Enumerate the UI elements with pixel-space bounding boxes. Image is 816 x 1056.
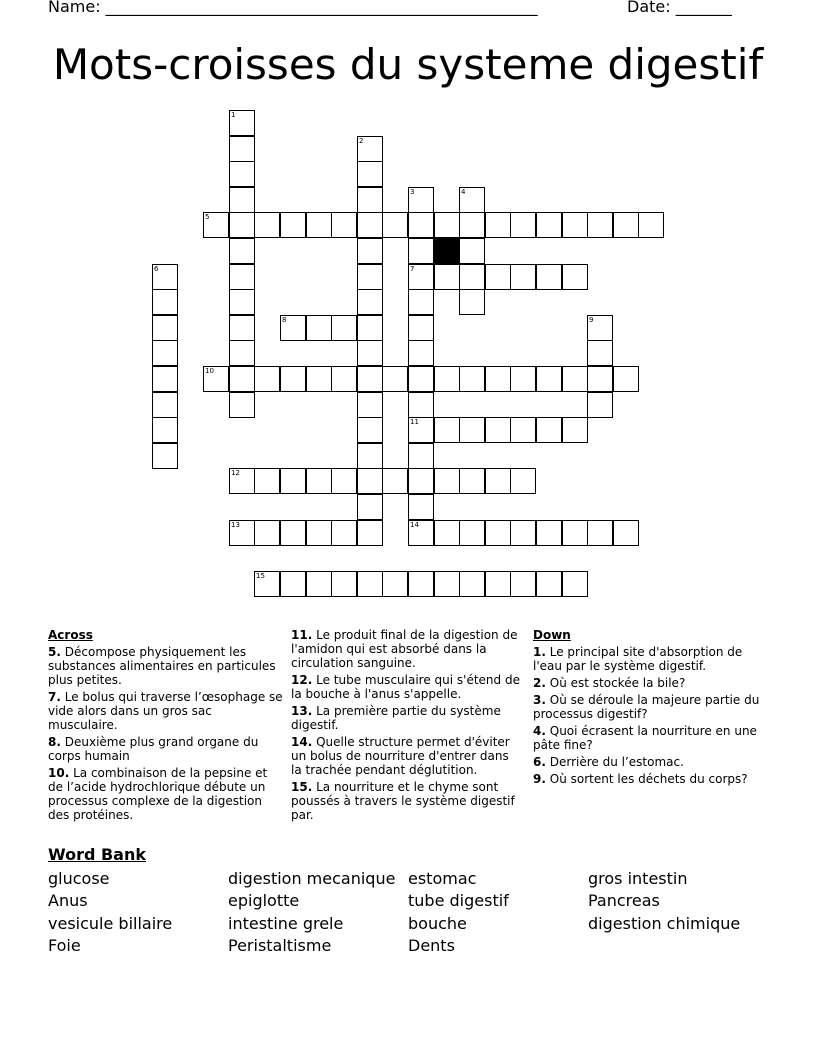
crossword-cell[interactable] [357, 392, 383, 418]
crossword-cell[interactable] [229, 212, 255, 238]
word-bank-item: estomac [408, 869, 477, 888]
crossword-cell[interactable] [536, 417, 562, 443]
clue-number: 11 [410, 418, 419, 426]
crossword-cell[interactable] [280, 315, 306, 341]
crossword-cell[interactable] [408, 392, 434, 418]
crossword-cell[interactable] [152, 366, 178, 392]
crossword-cell[interactable] [331, 571, 357, 597]
clue-number: 10 [205, 367, 214, 375]
crossword-cell[interactable] [357, 520, 383, 546]
crossword-cell[interactable] [254, 571, 280, 597]
crossword-cell[interactable] [152, 417, 178, 443]
clue-down: 1. Le principal site d'absorption de l'eau par le système digestif. [533, 645, 743, 673]
crossword-cell[interactable] [562, 366, 588, 392]
crossword-cell[interactable] [203, 366, 229, 392]
crossword-cell[interactable] [638, 212, 664, 238]
crossword-cell[interactable] [306, 212, 332, 238]
crossword-cell[interactable] [382, 571, 408, 597]
word-bank-item: gros intestin [588, 869, 688, 888]
crossword-cell[interactable] [229, 136, 255, 162]
crossword-cell[interactable] [229, 468, 255, 494]
crossword-cell[interactable] [357, 340, 383, 366]
clue-down: 2. Où est stockée la bile? [533, 676, 686, 690]
word-bank-title: Word Bank [48, 845, 147, 864]
word-bank-item: Anus [48, 891, 88, 910]
crossword-cell[interactable] [306, 520, 332, 546]
crossword-cell[interactable] [331, 315, 357, 341]
crossword-cell[interactable] [510, 468, 536, 494]
crossword-cell[interactable] [485, 366, 511, 392]
clue-number: 1 [231, 111, 236, 119]
crossword-cell[interactable] [229, 110, 255, 136]
word-bank-item: digestion chimique [588, 914, 741, 933]
crossword-cell[interactable] [254, 366, 280, 392]
crossword-cell[interactable] [562, 264, 588, 290]
crossword-cell[interactable] [485, 264, 511, 290]
page-title: Mots-croisses du systeme digestif [52, 40, 764, 89]
crossword-cell[interactable] [357, 468, 383, 494]
crossword-cell[interactable] [357, 212, 383, 238]
crossword-cell[interactable] [459, 187, 485, 213]
crossword-cell[interactable] [459, 468, 485, 494]
name-field-label: Name: ______________________________________________________ [48, 0, 538, 16]
crossword-cell[interactable] [408, 238, 434, 264]
crossword-cell[interactable] [510, 417, 536, 443]
crossword-cell[interactable] [357, 161, 383, 187]
crossword-cell[interactable] [408, 340, 434, 366]
crossword-cell[interactable] [587, 520, 613, 546]
clue-number: 12 [231, 469, 240, 477]
word-bank-item: bouche [408, 914, 467, 933]
crossword-cell[interactable] [357, 136, 383, 162]
crossword-cell[interactable] [382, 212, 408, 238]
crossword-cell[interactable] [152, 264, 178, 290]
crossword-cell[interactable] [331, 212, 357, 238]
crossword-cell[interactable] [382, 468, 408, 494]
crossword-cell[interactable] [382, 366, 408, 392]
crossword-cell[interactable] [485, 212, 511, 238]
crossword-cell[interactable] [280, 520, 306, 546]
crossword-cell[interactable] [459, 289, 485, 315]
crossword-cell[interactable] [562, 520, 588, 546]
crossword-cell[interactable] [331, 468, 357, 494]
crossword-cell[interactable] [254, 468, 280, 494]
crossword-cell[interactable] [306, 571, 332, 597]
crossword-cell[interactable] [229, 340, 255, 366]
crossword-cell[interactable] [331, 366, 357, 392]
crossword-cell[interactable] [408, 443, 434, 469]
clue-down: 3. Où se déroule la majeure partie du processus digestif? [533, 693, 760, 721]
crossword-cell[interactable] [280, 468, 306, 494]
crossword-cell[interactable] [357, 443, 383, 469]
crossword-cell[interactable] [229, 289, 255, 315]
word-bank-item: vesicule billaire [48, 914, 173, 933]
crossword-cell[interactable] [587, 340, 613, 366]
crossword-cell[interactable] [510, 520, 536, 546]
crossword-cell[interactable] [280, 366, 306, 392]
crossword-cell[interactable] [434, 212, 460, 238]
crossword-cell[interactable] [613, 520, 639, 546]
word-bank-item: digestion mecanique [228, 869, 396, 888]
crossword-cell[interactable] [459, 417, 485, 443]
crossword-cell[interactable] [408, 289, 434, 315]
across-clues-column-1 [48, 628, 284, 825]
crossword-cell[interactable] [229, 264, 255, 290]
crossword-cell[interactable] [357, 238, 383, 264]
crossword-cell[interactable] [587, 315, 613, 341]
clue-across: 10. La combinaison de la pepsine et de l’acide hydrochlorique débute un processus complexe de la digestion des protéines. [48, 766, 268, 822]
crossword-cell[interactable] [152, 289, 178, 315]
clue-across: 15. La nourriture et le chyme sont poussés à travers le système digestif par. [291, 780, 515, 822]
crossword-cell[interactable] [306, 366, 332, 392]
word-bank-item: glucose [48, 869, 110, 888]
crossword-cell[interactable] [536, 212, 562, 238]
crossword-cell[interactable] [510, 212, 536, 238]
crossword-cell[interactable] [459, 238, 485, 264]
crossword-cell[interactable] [357, 187, 383, 213]
date-field-label: Date: _______ [627, 0, 732, 16]
crossword-cell[interactable] [254, 212, 280, 238]
clue-number: 8 [282, 316, 287, 324]
clue-across: 13. La première partie du système digestif. [291, 704, 501, 732]
crossword-cell[interactable] [459, 520, 485, 546]
crossword-cell[interactable] [613, 366, 639, 392]
crossword-block-cell [434, 238, 460, 264]
word-bank-item: Dents [408, 936, 455, 955]
crossword-cell[interactable] [485, 520, 511, 546]
crossword-cell[interactable] [152, 315, 178, 341]
crossword-cell[interactable] [408, 494, 434, 520]
down-clues-column [533, 628, 769, 789]
clue-number: 6 [154, 265, 159, 273]
clue-across: 12. Le tube musculaire qui s'étend de la bouche à l'anus s'appelle. [291, 673, 520, 701]
crossword-cell[interactable] [408, 468, 434, 494]
crossword-cell[interactable] [229, 315, 255, 341]
crossword-cell[interactable] [510, 264, 536, 290]
crossword-cell[interactable] [536, 264, 562, 290]
crossword-cell[interactable] [408, 571, 434, 597]
crossword-cell[interactable] [357, 494, 383, 520]
across-clues-column-2 [291, 628, 521, 825]
clue-number: 15 [256, 572, 265, 580]
crossword-cell[interactable] [587, 392, 613, 418]
crossword-cell[interactable] [510, 571, 536, 597]
clue-down: 9. Où sortent les déchets du corps? [533, 772, 748, 786]
crossword-cell[interactable] [434, 468, 460, 494]
word-bank-item: Peristaltisme [228, 936, 332, 955]
down-heading: Down [533, 628, 571, 642]
crossword-cell[interactable] [152, 443, 178, 469]
crossword-cell[interactable] [152, 340, 178, 366]
crossword-cell[interactable] [152, 392, 178, 418]
clue-across: 8. Deuxième plus grand organe du corps humain [48, 735, 259, 763]
word-bank-item: intestine grele [228, 914, 344, 933]
crossword-cell[interactable] [485, 571, 511, 597]
clue-number: 5 [205, 213, 210, 221]
crossword-cell[interactable] [587, 366, 613, 392]
word-bank-item: Foie [48, 936, 81, 955]
crossword-cell[interactable] [357, 264, 383, 290]
clue-number: 7 [410, 265, 415, 273]
crossword-cell[interactable] [357, 571, 383, 597]
crossword-cell[interactable] [434, 520, 460, 546]
crossword-cell[interactable] [408, 417, 434, 443]
crossword-cell[interactable] [510, 366, 536, 392]
crossword-cell[interactable] [306, 315, 332, 341]
crossword-cell[interactable] [357, 366, 383, 392]
crossword-cell[interactable] [434, 264, 460, 290]
crossword-cell[interactable] [587, 212, 613, 238]
crossword-cell[interactable] [408, 187, 434, 213]
clue-down: 6. Derrière du l’estomac. [533, 755, 684, 769]
crossword-cell[interactable] [254, 520, 280, 546]
clue-across: 11. Le produit final de la digestion de l'amidon qui est absorbé dans la circulation sanguine. [291, 628, 518, 670]
crossword-cell[interactable] [203, 212, 229, 238]
crossword-cell[interactable] [280, 571, 306, 597]
crossword-cell[interactable] [357, 417, 383, 443]
crossword-cell[interactable] [229, 520, 255, 546]
crossword-cell[interactable] [485, 417, 511, 443]
crossword-cell[interactable] [408, 520, 434, 546]
word-bank-item: epiglotte [228, 891, 300, 910]
crossword-cell[interactable] [408, 212, 434, 238]
crossword-cell[interactable] [408, 264, 434, 290]
clue-down: 4. Quoi écrasent la nourriture en une pâte fine? [533, 724, 757, 752]
clue-number: 3 [410, 188, 415, 196]
clue-number: 4 [461, 188, 466, 196]
crossword-cell[interactable] [408, 315, 434, 341]
word-bank-item: tube digestif [408, 891, 509, 910]
crossword-cell[interactable] [306, 468, 332, 494]
crossword-cell[interactable] [562, 417, 588, 443]
crossword-cell[interactable] [536, 571, 562, 597]
crossword-cell[interactable] [536, 520, 562, 546]
crossword-cell[interactable] [357, 315, 383, 341]
crossword-cell[interactable] [229, 366, 255, 392]
crossword-cell[interactable] [459, 212, 485, 238]
crossword-cell[interactable] [613, 212, 639, 238]
crossword-cell[interactable] [459, 366, 485, 392]
crossword-cell[interactable] [562, 212, 588, 238]
crossword-cell[interactable] [229, 392, 255, 418]
crossword-cell[interactable] [229, 161, 255, 187]
crossword-cell[interactable] [485, 468, 511, 494]
crossword-cell[interactable] [357, 289, 383, 315]
crossword-cell[interactable] [562, 571, 588, 597]
crossword-cell[interactable] [331, 520, 357, 546]
clue-number: 14 [410, 521, 419, 529]
clue-across: 7. Le bolus qui traverse l’œsophage se vide alors dans un gros sac musculaire. [48, 690, 283, 732]
crossword-cell[interactable] [434, 571, 460, 597]
crossword-cell[interactable] [434, 366, 460, 392]
crossword-cell[interactable] [229, 187, 255, 213]
clue-across: 14. Quelle structure permet d'éviter un bolus de nourriture d'entrer dans la trachée pendant déglutition. [291, 735, 510, 777]
across-heading: Across [48, 628, 93, 642]
clue-number: 9 [589, 316, 594, 324]
crossword-cell[interactable] [536, 366, 562, 392]
crossword-cell[interactable] [459, 571, 485, 597]
crossword-cell[interactable] [229, 238, 255, 264]
clue-number: 13 [231, 521, 240, 529]
crossword-cell[interactable] [459, 264, 485, 290]
crossword-cell[interactable] [280, 212, 306, 238]
clue-across: 5. Décompose physiquement les substances alimentaires en particules plus petites. [48, 645, 276, 687]
clue-number: 2 [359, 137, 364, 145]
crossword-cell[interactable] [408, 366, 434, 392]
crossword-cell[interactable] [434, 417, 460, 443]
word-bank-item: Pancreas [588, 891, 660, 910]
